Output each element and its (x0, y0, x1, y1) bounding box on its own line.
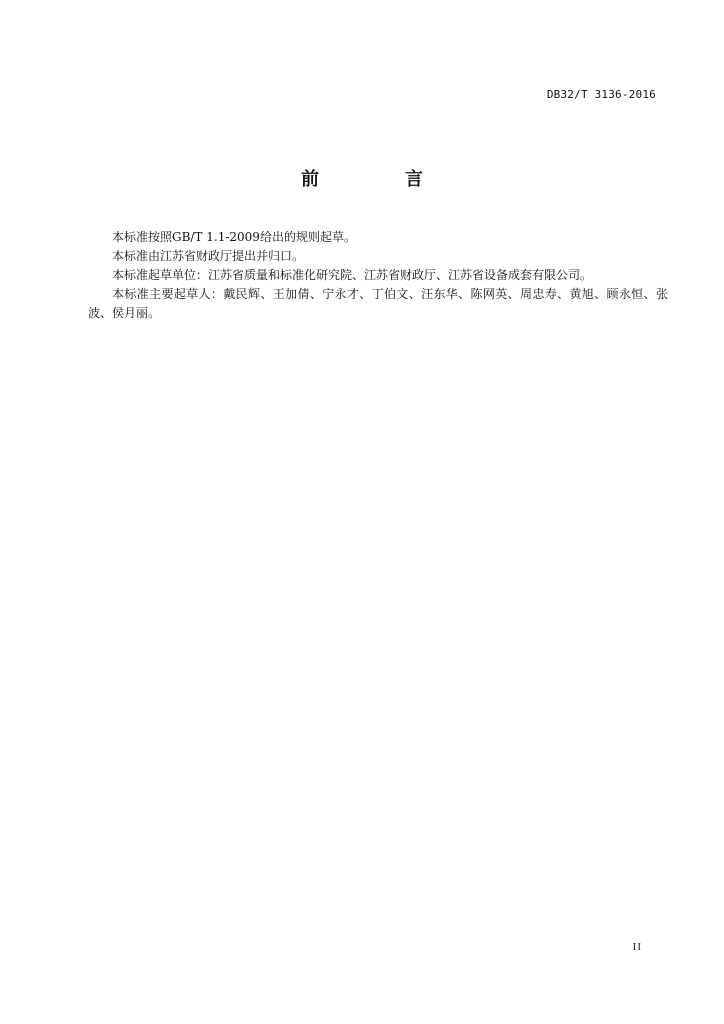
paragraph-drafting-rules: 本标准按照GB/T 1.1-2009给出的规则起草。 (112, 230, 356, 244)
paragraph-main-drafters: 本标准主要起草人：戴民辉、王加倩、宁永才、丁伯文、汪东华、陈网英、周忠寿、黄旭、顾永恒、张波、侯月丽。 (88, 287, 668, 320)
page-number: II (632, 941, 642, 953)
paragraph-drafting-units: 本标准起草单位：江苏省质量和标准化研究院、江苏省财政厅、江苏省设备成套有限公司。 (112, 268, 593, 282)
paragraph-proposer: 本标准由江苏省财政厅提出并归口。 (112, 249, 305, 263)
page-title: 前 言 (301, 169, 457, 190)
standard-code: DB32/T 3136-2016 (546, 88, 656, 101)
foreword-body (88, 228, 668, 323)
